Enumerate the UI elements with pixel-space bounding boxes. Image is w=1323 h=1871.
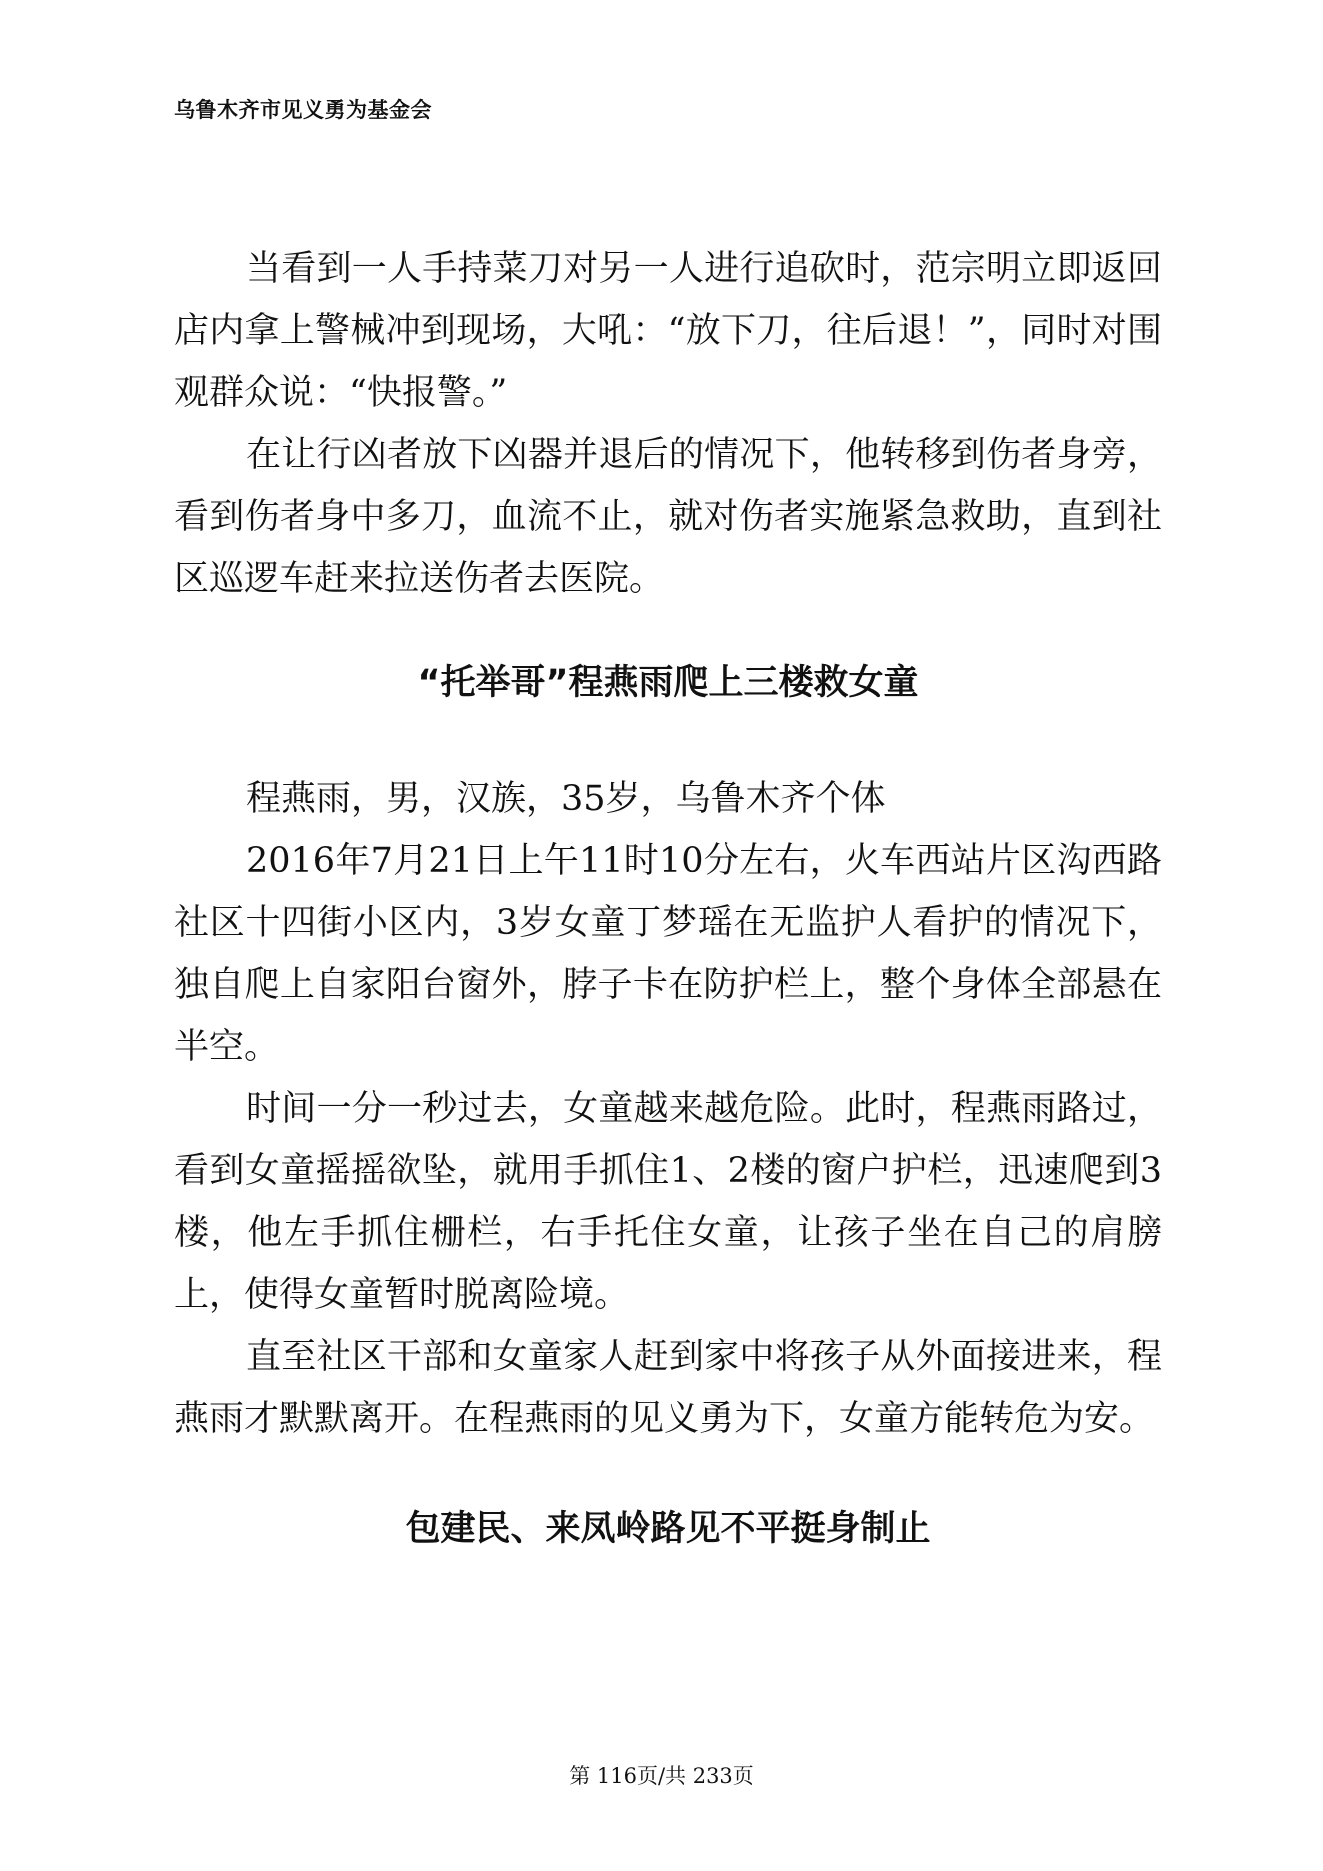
document-body [174,238,1162,1560]
paragraph: 时间一分一秒过去，女童越来越危险。此时，程燕雨路过，看到女童摇摇欲坠，就用手抓住1、2楼的窗户护栏，迅速爬到3楼，他左手抓住栅栏，右手托住女童，让孩子坐在自己的肩膀上，使得女童暂时脱离险境。 [174,1089,1162,1315]
section-heading: 包建民、来凤岭路见不平挺身制止 [405,1509,931,1549]
document-header-title: 乌鲁木齐市见义勇为基金会 [174,97,432,122]
paragraph: 程燕雨，男，汉族，35岁，乌鲁木齐个体 [246,779,886,819]
page-number: 第 116页/共 233页 [569,1764,754,1788]
paragraph: 在让行凶者放下凶器并退后的情况下，他转移到伤者身旁，看到伤者身中多刀，血流不止，就对伤者实施紧急救助，直到社区巡逻车赶来拉送伤者去医院。 [174,435,1162,599]
paragraph: 2016年7月21日上午11时10分左右，火车西站片区沟西路社区十四街小区内，3岁女童丁梦瑶在无监护人看护的情况下，独自爬上自家阳台窗外，脖子卡在防护栏上，整个身体全部悬在半空。 [174,841,1162,1067]
paragraph: 当看到一人手持菜刀对另一人进行追砍时，范宗明立即返回店内拿上警械冲到现场，大吼：“放下刀，往后退！”，同时对围观群众说：“快报警。” [174,249,1162,413]
paragraph: 直至社区干部和女童家人赶到家中将孩子从外面接进来，程燕雨才默默离开。在程燕雨的见义勇为下，女童方能转危为安。 [174,1337,1162,1439]
section-heading: “托举哥”程燕雨爬上三楼救女童 [417,663,919,703]
